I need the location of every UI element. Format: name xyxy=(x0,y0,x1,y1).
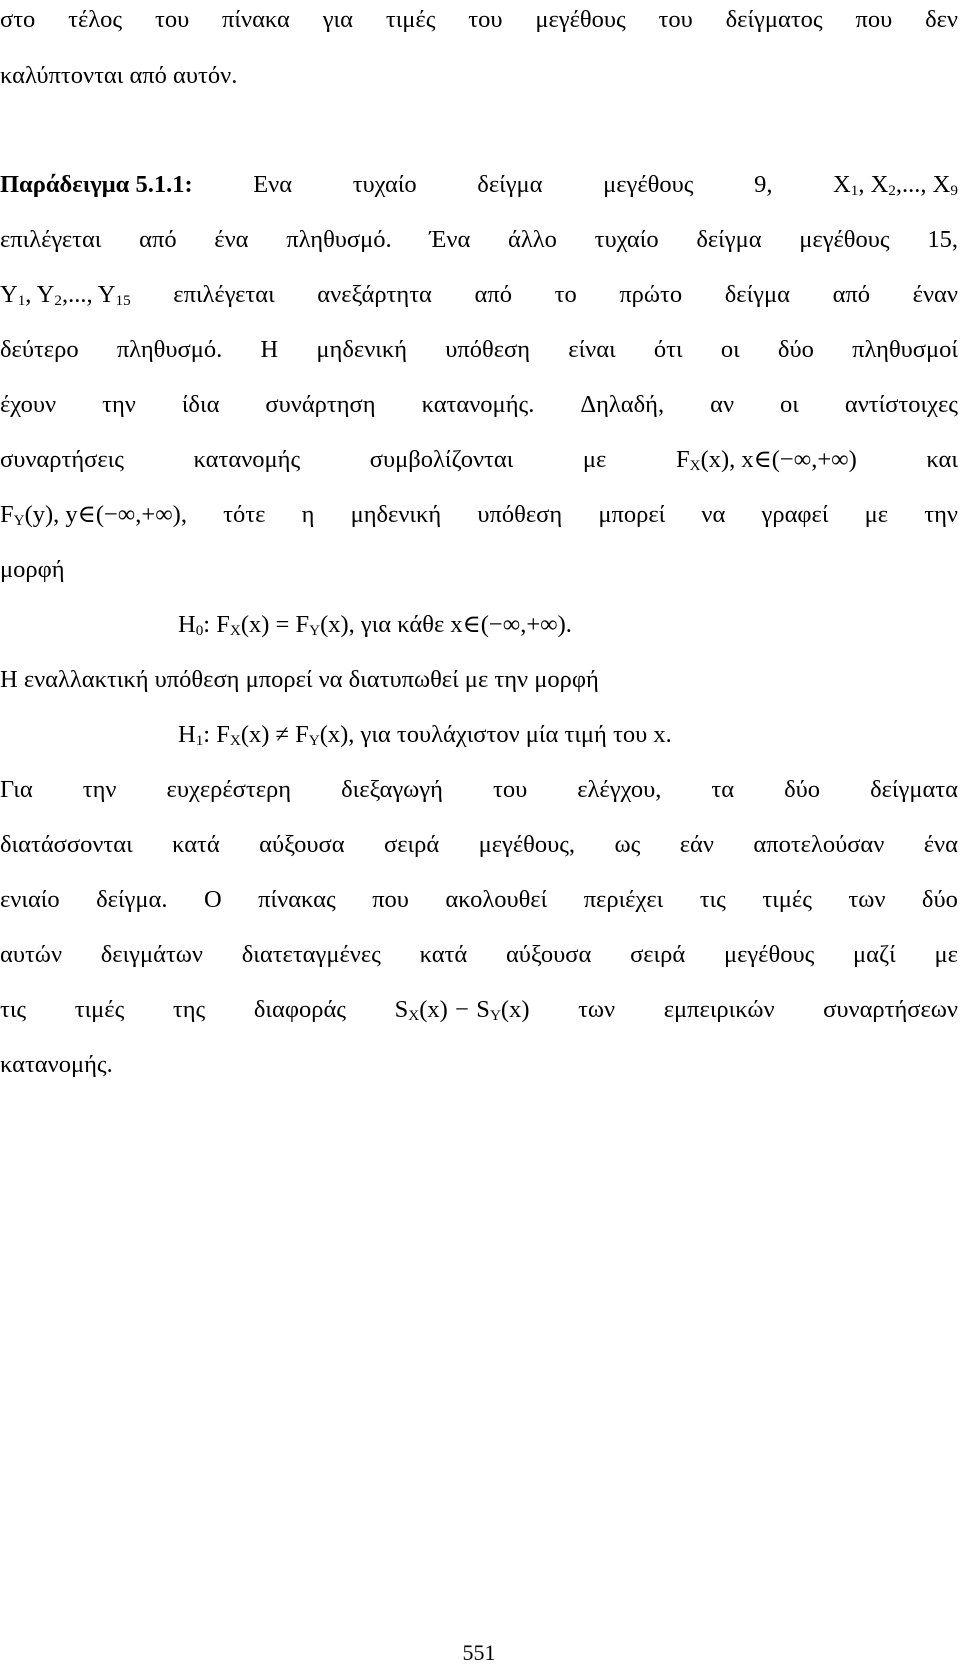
example-line-8: μορφή xyxy=(0,556,65,583)
word: το xyxy=(554,281,577,308)
word: τις xyxy=(0,996,27,1023)
word: του xyxy=(468,6,503,33)
word: την xyxy=(102,391,136,418)
example-line-2 xyxy=(0,222,958,258)
word: την xyxy=(924,501,958,528)
word: για xyxy=(322,6,353,33)
word: τότε xyxy=(223,501,266,528)
para2-line-2 xyxy=(0,827,958,863)
word: 15, xyxy=(927,226,958,253)
word: των xyxy=(578,996,616,1023)
word: ένα xyxy=(923,831,958,858)
word: τις xyxy=(699,886,726,913)
word: κατά xyxy=(419,941,468,968)
word: με xyxy=(934,941,958,968)
word: άλλο xyxy=(508,226,557,253)
word: τιμές xyxy=(385,6,436,33)
word: μπορεί xyxy=(598,501,666,528)
word: δειγμάτων xyxy=(100,941,204,968)
word: επιλέγεται xyxy=(0,226,102,253)
example-line-5 xyxy=(0,387,958,423)
word: μηδενική xyxy=(350,501,442,528)
word: γραφεί xyxy=(761,501,829,528)
para2-line-1 xyxy=(0,772,958,808)
text-line-2: καλύπτονται από αυτόν. xyxy=(0,62,238,89)
word: εάν xyxy=(679,831,714,858)
word: δείγμα xyxy=(477,171,543,198)
word: μεγέθους xyxy=(723,941,815,968)
word: να xyxy=(701,501,726,528)
word: της xyxy=(172,996,206,1023)
word: μηδενική xyxy=(316,336,408,363)
word: πρώτο xyxy=(619,281,683,308)
word: δείγμα xyxy=(724,281,790,308)
example-line-3 xyxy=(0,277,958,313)
page-number: 551 xyxy=(462,1640,496,1665)
word: του xyxy=(658,6,693,33)
word: είναι xyxy=(568,336,616,363)
word: δύο xyxy=(777,336,814,363)
word: και xyxy=(926,446,958,473)
word: που xyxy=(855,6,893,33)
word: ευχερέστερη xyxy=(166,776,292,803)
word: μεγέθους xyxy=(535,6,626,33)
word: μεγέθους, xyxy=(478,831,576,858)
word: με xyxy=(582,446,607,473)
example-label: Παράδειγμα 5.1.1: xyxy=(0,171,193,198)
word: 9, xyxy=(754,171,773,198)
null-hypothesis-formula: $H_0$: $F_X(x) = F_Y(x)$, για κάθε x∈(−∞,+∞). xyxy=(178,611,572,640)
word: ότι xyxy=(653,336,683,363)
word: συνάρτηση xyxy=(265,391,376,418)
word: των xyxy=(848,886,886,913)
word: συναρτήσεων xyxy=(823,996,958,1023)
word: αν xyxy=(710,391,735,418)
formula-fx: $F_X(x)$, x∈(−∞,+∞) xyxy=(675,446,857,475)
word: τέλος xyxy=(68,6,123,33)
word: κατανομής xyxy=(193,446,301,473)
word: σειρά xyxy=(630,941,686,968)
word: αύξουσα xyxy=(505,941,592,968)
formula-sx-minus-sy: $S_X(x) - S_Y(x)$ xyxy=(394,996,530,1025)
word: δύο xyxy=(784,776,821,803)
word: Ένα xyxy=(429,226,471,253)
word: τυχαίο xyxy=(352,171,417,198)
word: από xyxy=(832,281,871,308)
word: ενιαίο xyxy=(0,886,60,913)
word: δύο xyxy=(921,886,958,913)
word: δείγμα xyxy=(696,226,762,253)
word: υπόθεση xyxy=(445,336,531,363)
word: ίδια xyxy=(181,391,220,418)
word: δείγμα. xyxy=(96,886,168,913)
example-line-1 xyxy=(0,167,958,203)
word: διατεταγμένες xyxy=(241,941,381,968)
word: του xyxy=(154,6,190,33)
word: δείγματος xyxy=(725,6,823,33)
word: πίνακας xyxy=(258,886,336,913)
word: τυχαίο xyxy=(594,226,659,253)
word: έναν xyxy=(912,281,958,308)
sample-y-sequence: $Y_1$, $Y_2$,..., $Y_{15}$ xyxy=(0,281,131,310)
para2-line-3 xyxy=(0,882,958,918)
word: μαζί xyxy=(853,941,896,968)
word: δείγματα xyxy=(870,776,958,803)
word: η xyxy=(301,501,315,528)
word: εμπειρικών xyxy=(663,996,775,1023)
word: τα xyxy=(711,776,735,803)
word: αύξουσα xyxy=(259,831,345,858)
word: μεγέθους xyxy=(799,226,890,253)
word: Ενα xyxy=(253,171,293,198)
word: υπόθεση xyxy=(477,501,563,528)
example-line-4 xyxy=(0,332,958,368)
word: δεύτερο xyxy=(0,336,79,363)
para2-line-4 xyxy=(0,937,958,973)
word: του xyxy=(492,776,528,803)
word: μεγέθους xyxy=(603,171,694,198)
word: πίνακα xyxy=(222,6,290,33)
word: επιλέγεται xyxy=(173,281,275,308)
word: αντίστοιχες xyxy=(844,391,958,418)
example-line-9: Η εναλλακτική υπόθεση μπορεί να διατυπωθεί με την μορφή xyxy=(0,666,599,693)
word: Η xyxy=(260,336,279,363)
word: ελέγχου, xyxy=(577,776,662,803)
word: τιμές xyxy=(762,886,812,913)
word: συναρτήσεις xyxy=(0,446,124,473)
word: Για xyxy=(0,776,33,803)
example-line-6 xyxy=(0,442,958,478)
word: από xyxy=(474,281,512,308)
word: την xyxy=(82,776,117,803)
para2-line-6: κατανομής. xyxy=(0,1051,113,1078)
word: από xyxy=(139,226,177,253)
word: αυτών xyxy=(0,941,63,968)
word: Ο xyxy=(203,886,222,913)
word: αποτελούσαν xyxy=(753,831,885,858)
word: ακολουθεί xyxy=(445,886,548,913)
word: οι xyxy=(720,336,740,363)
word: διεξαγωγή xyxy=(341,776,443,803)
example-line-7 xyxy=(0,497,958,533)
word: πληθυσμοί xyxy=(852,336,958,363)
word: οι xyxy=(780,391,799,418)
word: σειρά xyxy=(384,831,440,858)
para2-line-5 xyxy=(0,992,958,1028)
word: πληθυσμό. xyxy=(116,336,223,363)
word: διαφοράς xyxy=(253,996,346,1023)
word: περιέχει xyxy=(583,886,664,913)
text-line-1 xyxy=(0,2,958,38)
word: κατανομής. xyxy=(421,391,535,418)
word: τιμές xyxy=(74,996,125,1023)
word: διατάσσονται xyxy=(0,831,133,858)
word: με xyxy=(864,501,889,528)
alternative-hypothesis-formula: $H_1$: $F_X(x) \ne F_Y(x)$, για τουλάχιστον μία τιμή του x. xyxy=(178,721,672,750)
word: έχουν xyxy=(0,391,57,418)
word: που xyxy=(372,886,409,913)
word: κατά xyxy=(172,831,220,858)
formula-fy: $F_Y(y)$, y∈(−∞,+∞), xyxy=(0,501,187,530)
word: ως xyxy=(614,831,641,858)
word: πληθυσμό. xyxy=(286,226,392,253)
word: συμβολίζονται xyxy=(369,446,514,473)
sample-x-sequence: $X_1$, $X_2$,..., $X_9$ xyxy=(833,171,958,200)
word: Δηλαδή, xyxy=(580,391,665,418)
word: ένα xyxy=(214,226,249,253)
word: ανεξάρτητα xyxy=(317,281,432,308)
word: στο xyxy=(0,6,36,33)
word: δεν xyxy=(925,6,958,33)
